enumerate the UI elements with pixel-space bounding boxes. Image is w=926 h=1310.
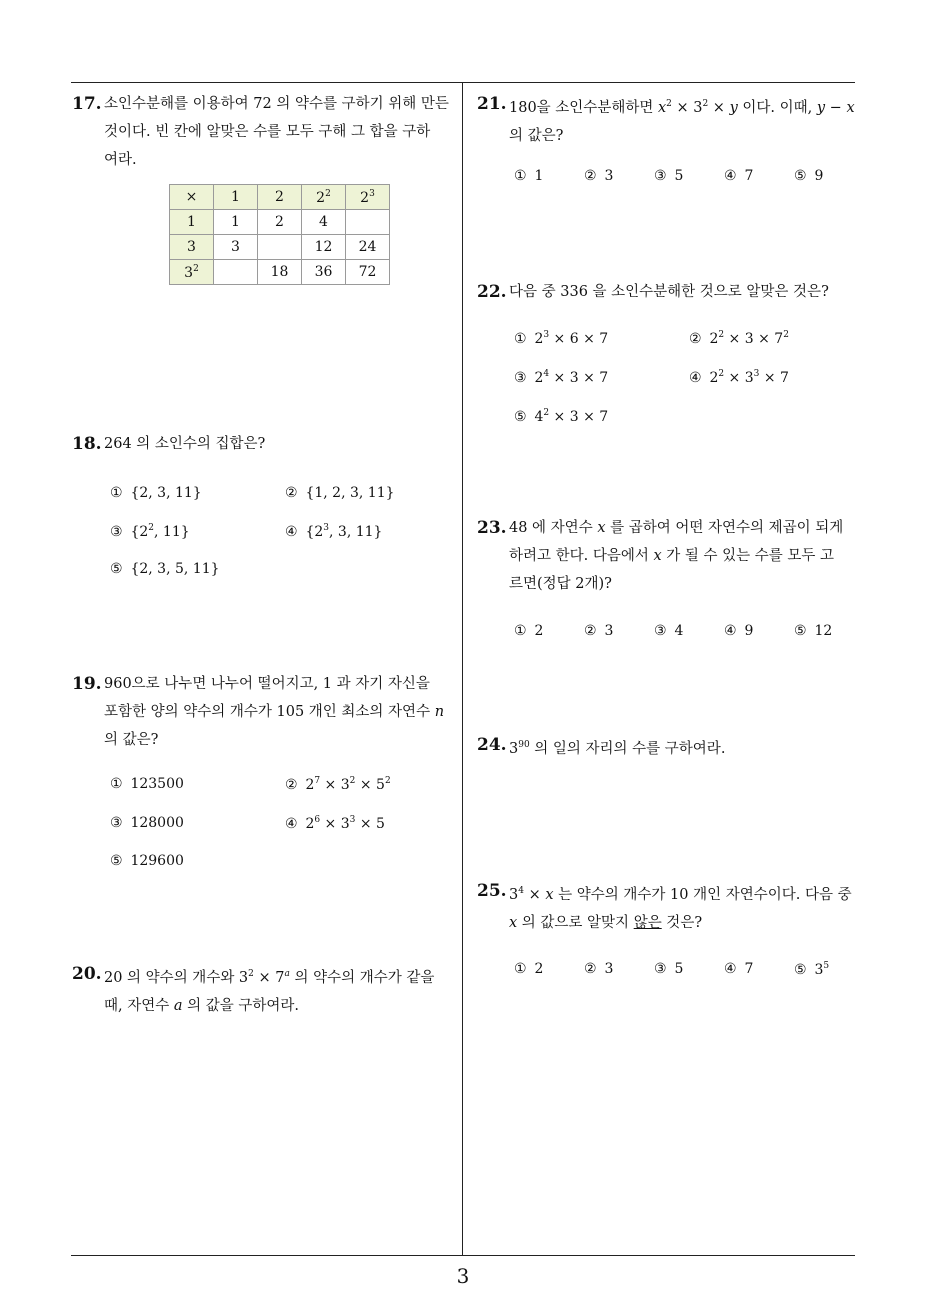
table-cell: 3	[214, 235, 258, 260]
table-header: $2^2$	[302, 185, 346, 210]
table-corner: ×	[170, 185, 214, 210]
table-header: 2	[258, 185, 302, 210]
choice-2[interactable]: ② $2^2 \times 3 \times 7^2$	[689, 330, 789, 347]
question-text: $3^4 \times x$ 는 약수의 개수가 10 개인 자연수이다. 다음 중 x 의 값으로 알맞지 않은 것은?	[509, 886, 852, 931]
choice-2[interactable]: ② 3	[584, 623, 614, 639]
choice-4[interactable]: ④ $2^2 \times 3^3 \times 7$	[689, 369, 789, 386]
question-23	[477, 514, 861, 598]
table-cell: 4	[302, 210, 346, 235]
choice-5[interactable]: ⑤ 12	[794, 623, 833, 639]
choice-3[interactable]: ③ {$2^2$, 11}	[110, 523, 190, 540]
choice-1[interactable]: ① 2	[514, 961, 544, 977]
question-number: 20.	[72, 964, 102, 984]
question-text: 48 에 자연수 x 를 곱하여 어떤 자연수의 제곱이 되게 하려고 한다. 다음에서 x 가 될 수 있는 수를 모두 고 르면(정답 2개)?	[509, 520, 844, 592]
table-row	[170, 235, 390, 260]
question-19	[72, 670, 458, 754]
bottom-rule	[71, 1255, 855, 1256]
divisor-table	[169, 184, 390, 285]
table-header: $2^3$	[346, 185, 390, 210]
question-text: 20 의 약수의 개수와 $3^2 \times 7^a$ 의 약수의 개수가 같을 때, 자연수 a 의 값을 구하여라.	[104, 969, 435, 1014]
row-label: 3	[170, 235, 214, 260]
choice-3[interactable]: ③ 5	[654, 168, 684, 184]
page-number: 3	[456, 1264, 470, 1288]
choice-5[interactable]: ⑤ {2, 3, 5, 11}	[110, 561, 220, 577]
choice-4[interactable]: ④ $2^6 \times 3^3 \times 5$	[285, 815, 385, 832]
choice-3[interactable]: ③ 128000	[110, 815, 184, 831]
question-text: 960으로 나누면 나누어 떨어지고, 1 과 자기 자신을 포함한 양의 약수의 개수가 105 개인 최소의 자연수 n 의 값은?	[104, 676, 445, 748]
table-cell	[346, 210, 390, 235]
question-25	[477, 877, 861, 937]
choice-3[interactable]: ③ 4	[654, 623, 684, 639]
choice-3[interactable]: ③ $2^4 \times 3 \times 7$	[514, 369, 609, 386]
table-cell	[258, 235, 302, 260]
question-text: 264 의 소인수의 집합은?	[104, 436, 266, 452]
table-row	[170, 210, 390, 235]
table-header-row	[170, 185, 390, 210]
table-cell: 18	[258, 260, 302, 285]
row-label: $3^2$	[170, 260, 214, 285]
question-18	[72, 430, 458, 458]
question-17	[72, 90, 458, 174]
table-cell: 24	[346, 235, 390, 260]
column-divider	[462, 82, 463, 1256]
question-number: 21.	[477, 94, 507, 114]
choice-2[interactable]: ② {1, 2, 3, 11}	[285, 485, 395, 501]
question-22	[477, 278, 861, 306]
choice-2[interactable]: ② 3	[584, 961, 614, 977]
question-text: 다음 중 336 을 소인수분해한 것으로 알맞은 것은?	[509, 284, 829, 300]
choice-5[interactable]: ⑤ 129600	[110, 853, 184, 869]
question-number: 25.	[477, 881, 507, 901]
question-number: 18.	[72, 434, 102, 454]
choice-3[interactable]: ③ 5	[654, 961, 684, 977]
question-20	[72, 960, 458, 1020]
row-label: 1	[170, 210, 214, 235]
choice-1[interactable]: ① $2^3 \times 6 \times 7$	[514, 330, 609, 347]
question-21	[477, 90, 861, 150]
table-cell: 72	[346, 260, 390, 285]
table-cell: 1	[214, 210, 258, 235]
choice-5[interactable]: ⑤ $3^5$	[794, 961, 830, 978]
table-header: 1	[214, 185, 258, 210]
choice-1[interactable]: ① 2	[514, 623, 544, 639]
question-text: 180을 소인수분해하면 $x^2 \times 3^2 \times y$ 이다. 이때, y − x 의 값은?	[509, 99, 855, 144]
choice-4[interactable]: ④ 9	[724, 623, 754, 639]
question-number: 19.	[72, 674, 102, 694]
question-number: 17.	[72, 94, 102, 114]
question-number: 22.	[477, 282, 507, 302]
choice-4[interactable]: ④ {$2^3$, 3, 11}	[285, 523, 383, 540]
question-24	[477, 731, 861, 763]
choice-1[interactable]: ① 123500	[110, 776, 184, 792]
choice-4[interactable]: ④ 7	[724, 168, 754, 184]
choice-1[interactable]: ① 1	[514, 168, 544, 184]
choice-5[interactable]: ⑤ 9	[794, 168, 824, 184]
choice-5[interactable]: ⑤ $4^2 \times 3 \times 7$	[514, 408, 609, 425]
table-row	[170, 260, 390, 285]
top-rule	[71, 82, 855, 83]
choice-4[interactable]: ④ 7	[724, 961, 754, 977]
table-cell: 2	[258, 210, 302, 235]
question-number: 24.	[477, 735, 507, 755]
table-cell: 36	[302, 260, 346, 285]
choice-2[interactable]: ② $2^7 \times 3^2 \times 5^2$	[285, 776, 391, 793]
question-text: $3^{90}$ 의 일의 자리의 수를 구하여라.	[509, 740, 726, 757]
question-text: 소인수분해를 이용하여 72 의 약수를 구하기 위해 만든 것이다. 빈 칸에 알맞은 수를 모두 구해 그 합을 구하 여라.	[104, 96, 449, 168]
choice-2[interactable]: ② 3	[584, 168, 614, 184]
table-cell	[214, 260, 258, 285]
table-cell: 12	[302, 235, 346, 260]
question-number: 23.	[477, 518, 507, 538]
choice-1[interactable]: ① {2, 3, 11}	[110, 485, 202, 501]
